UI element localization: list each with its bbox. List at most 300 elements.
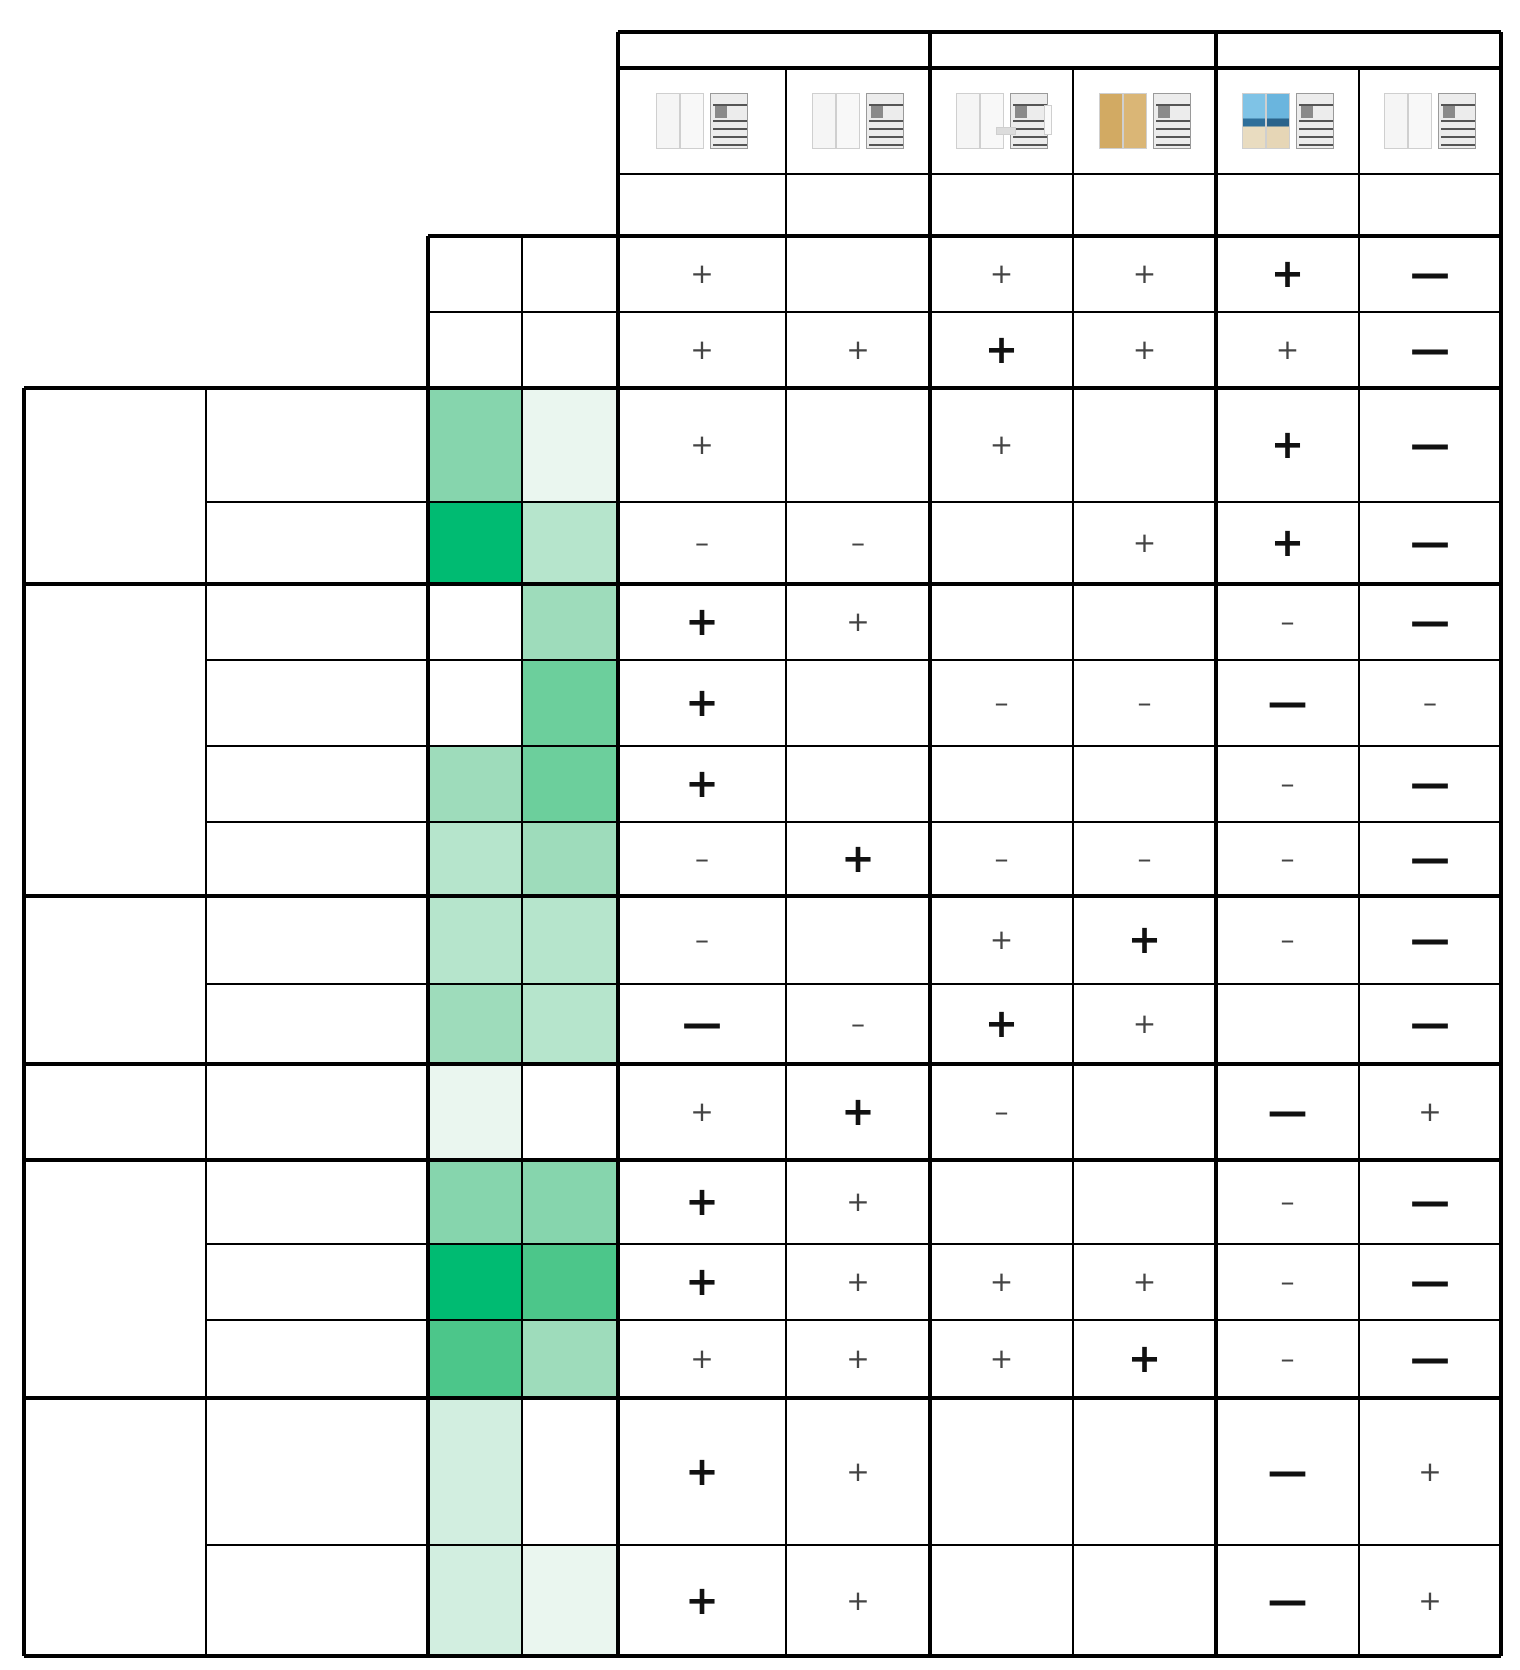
pa-heat-cell: [428, 1160, 522, 1244]
plus-icon: +: [1132, 257, 1157, 290]
strong-minus-icon: —: [1409, 251, 1450, 297]
item-label: [206, 1160, 428, 1244]
rating-cell: [930, 1398, 1073, 1545]
wardrobe-shelf: [713, 136, 747, 138]
grid-line: [24, 1654, 1501, 1658]
rating-cell: [786, 584, 930, 660]
rating-symbol: [1409, 1259, 1450, 1305]
rating-symbol: [846, 1342, 870, 1375]
rating-symbol: [1137, 686, 1152, 719]
plus-icon: +: [846, 333, 870, 366]
grid-line: [616, 32, 620, 236]
grid-line: [1214, 236, 1218, 1656]
rating-cell: [930, 1160, 1073, 1244]
minus-icon: –: [1280, 1265, 1295, 1298]
rating-cell: [1216, 1545, 1359, 1656]
rating-symbol: [846, 1583, 870, 1617]
grid-line: [24, 582, 1501, 586]
rating-cell: [1073, 1545, 1216, 1656]
rating-symbol: [1409, 520, 1450, 566]
minus-icon: –: [1137, 842, 1152, 875]
wardrobe-shelf: [1156, 136, 1190, 138]
rating-symbol: [1275, 333, 1300, 366]
rating-cell: [1073, 502, 1216, 584]
strong-minus-icon: —: [1267, 1448, 1308, 1495]
grid-line: [928, 32, 932, 236]
wk-heat-cell: [522, 984, 618, 1064]
grid-line: [426, 236, 430, 1656]
rating-cell: [930, 1244, 1073, 1320]
strong-plus-icon: +: [685, 599, 719, 645]
wardrobe-shelf: [1441, 128, 1475, 130]
rating-cell: [1216, 1244, 1359, 1320]
rating-symbol: [1132, 1007, 1157, 1040]
grid-line: [616, 236, 620, 1656]
rating-symbol: [670, 1179, 734, 1225]
pull-out-tray: [996, 127, 1016, 135]
grid-line: [428, 311, 1501, 313]
rating-symbol: [1409, 1179, 1450, 1225]
item-label: [206, 1545, 428, 1656]
item-label: [206, 1244, 428, 1320]
wk-rating-cell: [930, 312, 1073, 388]
rating-symbol: [1409, 251, 1450, 297]
item-label: [206, 584, 428, 660]
wardrobe-door: [1408, 93, 1432, 149]
rating-symbol: [1422, 686, 1437, 719]
grid-line: [618, 173, 1501, 175]
wk-heat-cell: [522, 822, 618, 896]
wardrobe-shelf: [713, 128, 747, 130]
strong-plus-icon: +: [1127, 1336, 1162, 1382]
product-label: [790, 174, 926, 236]
grid-line: [24, 1396, 1501, 1400]
rating-symbol: [1267, 680, 1308, 726]
hanging-clothes: [1015, 106, 1027, 118]
plus-icon: +: [846, 1342, 870, 1375]
pa-heat-cell: [428, 1545, 522, 1656]
rating-symbol: [1280, 842, 1295, 875]
minus-icon: –: [694, 842, 709, 875]
minus-icon: –: [994, 686, 1009, 719]
grid-line: [1358, 236, 1360, 1656]
rating-cell: [1359, 896, 1501, 984]
participant-pa-label: [428, 236, 522, 312]
plus-icon: +: [989, 1265, 1014, 1298]
minus-icon: –: [850, 1007, 865, 1040]
rating-symbol: [1409, 599, 1450, 645]
rating-cell: [786, 984, 930, 1064]
oak-wardrobe-icon: [1095, 89, 1195, 153]
rating-cell: [786, 896, 930, 984]
rating-cell: [930, 584, 1073, 660]
rating-cell: [618, 388, 786, 502]
rating-symbol: [1409, 422, 1450, 468]
minus-icon: –: [1280, 842, 1295, 875]
rating-cell: [1359, 746, 1501, 822]
wk-heat-cell: [522, 746, 618, 822]
strong-plus-icon: +: [685, 1577, 719, 1624]
rating-cell: [930, 822, 1073, 896]
rating-symbol: [826, 836, 890, 882]
plus-icon: +: [690, 257, 714, 290]
wardrobe-interior: [866, 93, 904, 149]
grid-line: [618, 30, 1501, 34]
pa-rating-cell: [1216, 236, 1359, 312]
rating-cell: [1073, 1398, 1216, 1545]
wardrobe-shelf: [713, 120, 747, 122]
wardrobe-shelf: [1299, 120, 1333, 122]
rating-symbol: [1256, 520, 1320, 566]
pa-heat-cell: [428, 822, 522, 896]
rating-cell: [1073, 584, 1216, 660]
grid-line: [206, 1243, 1501, 1245]
product-label: [1363, 174, 1497, 236]
wardrobe-door: [980, 93, 1004, 149]
wardrobe-shelf: [1299, 144, 1333, 146]
wk-heat-cell: [522, 1545, 618, 1656]
minus-icon: –: [994, 842, 1009, 875]
rating-cell: [1216, 388, 1359, 502]
grid-line: [1072, 236, 1074, 1656]
minus-icon: –: [1422, 686, 1437, 719]
strong-plus-icon: +: [1270, 422, 1305, 468]
rating-symbol: [694, 923, 709, 956]
rating-cell: [1216, 584, 1359, 660]
plus-icon: +: [989, 923, 1014, 956]
pa-heat-cell: [428, 1320, 522, 1398]
rating-cell: [1073, 1064, 1216, 1160]
strong-plus-icon: +: [685, 761, 719, 807]
rating-cell: [618, 896, 786, 984]
white-wardrobe-icon: [1380, 89, 1480, 153]
rating-cell: [786, 746, 930, 822]
rating-cell: [1216, 1320, 1359, 1398]
strong-minus-icon: —: [1409, 422, 1450, 468]
rating-cell: [786, 1545, 930, 1656]
rating-cell: [1073, 660, 1216, 746]
strong-minus-icon: —: [1409, 836, 1450, 882]
plus-icon: +: [1418, 1583, 1442, 1617]
wardrobe-interior: [1296, 93, 1334, 149]
rating-cell: [930, 388, 1073, 502]
minus-icon: –: [994, 1095, 1009, 1128]
plus-icon: +: [1275, 333, 1300, 366]
strong-minus-icon: —: [1409, 520, 1450, 566]
rating-symbol: [850, 526, 865, 559]
wardrobe-shelf: [1299, 136, 1333, 138]
grid-line: [521, 388, 523, 1656]
strong-minus-icon: —: [1409, 1336, 1450, 1382]
rating-symbol: [1418, 1454, 1442, 1488]
item-label: [206, 502, 428, 584]
grid-line: [22, 388, 26, 1656]
rating-cell: [1073, 984, 1216, 1064]
rating-symbol: [1409, 761, 1450, 807]
grid-line: [206, 821, 1501, 823]
strong-plus-icon: +: [841, 836, 875, 882]
rating-cell: [786, 1244, 930, 1320]
rating-cell: [1216, 822, 1359, 896]
rating-symbol: [670, 761, 734, 807]
pa-rating-cell: [930, 236, 1073, 312]
hanging-clothes: [871, 106, 883, 118]
rating-symbol: [1409, 327, 1450, 373]
rating-cell: [786, 660, 930, 746]
strong-plus-icon: +: [685, 1259, 719, 1305]
group-header: [618, 32, 930, 68]
plus-icon: +: [690, 1342, 714, 1375]
grid-line: [24, 894, 1501, 898]
rating-cell: [1359, 1160, 1501, 1244]
rating-cell: [1216, 660, 1359, 746]
item-label: [206, 1398, 428, 1545]
rating-symbol: [1280, 923, 1295, 956]
rating-cell: [930, 746, 1073, 822]
rating-symbol: [970, 327, 1034, 373]
wk-heat-cell: [522, 1160, 618, 1244]
strong-minus-icon: —: [1409, 327, 1450, 373]
pa-rating-cell: [1359, 236, 1501, 312]
strong-plus-icon: +: [685, 680, 719, 726]
wk-rating-cell: [618, 312, 786, 388]
rating-cell: [1073, 1320, 1216, 1398]
rating-cell: [930, 1064, 1073, 1160]
pa-heat-cell: [428, 1244, 522, 1320]
rating-cell: [1359, 1244, 1501, 1320]
rating-cell: [1073, 896, 1216, 984]
rating-cell: [618, 502, 786, 584]
rating-symbol: [850, 1007, 865, 1040]
rating-symbol: [1280, 605, 1295, 638]
product-label: [934, 174, 1069, 236]
rating-cell: [786, 1064, 930, 1160]
wardrobe-door: [1242, 93, 1266, 149]
plus-icon: +: [846, 1583, 870, 1617]
wardrobe-shelf: [1156, 144, 1190, 146]
grid-line: [24, 386, 1501, 390]
rating-cell: [786, 1160, 930, 1244]
rating-cell: [618, 1244, 786, 1320]
rating-cell: [1216, 896, 1359, 984]
minus-icon: –: [850, 526, 865, 559]
rating-cell: [1359, 1064, 1501, 1160]
rating-symbol: [670, 599, 734, 645]
wk-heat-cell: [522, 502, 618, 584]
rating-symbol: [846, 1454, 870, 1488]
strong-plus-icon: +: [1127, 917, 1162, 963]
rating-cell: [618, 822, 786, 896]
wardrobe-shelf: [1441, 144, 1475, 146]
wardrobe-shelf: [713, 144, 747, 146]
rating-cell: [786, 1320, 930, 1398]
rating-symbol: [690, 1095, 714, 1128]
wardrobe-interior: [710, 93, 748, 149]
rating-cell: [618, 1545, 786, 1656]
rating-symbol: [670, 1577, 734, 1624]
item-label: [206, 896, 428, 984]
rating-cell: [1216, 1064, 1359, 1160]
plus-icon: +: [1418, 1095, 1442, 1128]
rating-symbol: [1132, 333, 1157, 366]
minus-icon: –: [1280, 1185, 1295, 1218]
item-label: [206, 388, 428, 502]
wardrobe-interior: [1010, 93, 1048, 149]
plus-icon: +: [1132, 526, 1157, 559]
rating-symbol: [989, 1342, 1014, 1375]
rating-symbol: [670, 1448, 734, 1495]
item-label: [206, 822, 428, 896]
rating-cell: [1216, 746, 1359, 822]
wk-heat-cell: [522, 1320, 618, 1398]
rating-symbol: [826, 1089, 890, 1135]
item-label: [206, 1064, 428, 1160]
rating-symbol: [846, 1265, 870, 1298]
product-label: [1077, 174, 1212, 236]
rating-cell: [1073, 388, 1216, 502]
grid-line: [928, 236, 932, 1656]
rating-cell: [930, 660, 1073, 746]
rating-symbol: [989, 1265, 1014, 1298]
rating-cell: [786, 822, 930, 896]
rating-symbol: [694, 526, 709, 559]
pa-heat-cell: [428, 502, 522, 584]
pa-rating-cell: [786, 236, 930, 312]
rating-cell: [786, 1398, 930, 1545]
rating-symbol: [681, 1001, 722, 1047]
grid-line: [1499, 32, 1503, 236]
rating-cell: [1359, 984, 1501, 1064]
minus-icon: –: [1280, 923, 1295, 956]
plus-icon: +: [846, 1265, 870, 1298]
rating-symbol: [994, 1095, 1009, 1128]
rating-symbol: [670, 1259, 734, 1305]
strong-plus-icon: +: [841, 1089, 875, 1135]
plus-icon: +: [989, 428, 1014, 461]
rating-symbol: [1132, 257, 1157, 290]
rating-symbol: [1267, 1448, 1308, 1495]
rating-cell: [618, 584, 786, 660]
rating-symbol: [1256, 422, 1320, 468]
rating-symbol: [1113, 917, 1177, 963]
wardrobe-shelf: [1299, 128, 1333, 130]
rating-symbol: [1409, 917, 1450, 963]
wardrobe-door: [812, 93, 836, 149]
strong-plus-icon: +: [1270, 251, 1305, 297]
rating-symbol: [1267, 1577, 1308, 1624]
rating-symbol: [1137, 842, 1152, 875]
rating-cell: [1359, 1320, 1501, 1398]
grid-line: [428, 234, 1501, 238]
minus-icon: –: [1280, 605, 1295, 638]
wardrobe-interior: [1438, 93, 1476, 149]
hanging-clothes: [715, 106, 727, 118]
wardrobe-door: [1123, 93, 1147, 149]
strong-minus-icon: —: [1409, 599, 1450, 645]
grid-line: [206, 1319, 1501, 1321]
strong-minus-icon: —: [1409, 761, 1450, 807]
plus-icon: +: [690, 1095, 714, 1128]
rating-symbol: [994, 686, 1009, 719]
rating-cell: [618, 746, 786, 822]
wardrobe-door: [1384, 93, 1408, 149]
wardrobe-shelf: [1013, 144, 1047, 146]
adaptable-wardrobe-icon: [952, 89, 1052, 153]
wk-heat-cell: [522, 896, 618, 984]
plus-icon: +: [690, 428, 714, 461]
rating-symbol: [1113, 1336, 1177, 1382]
rating-cell: [1359, 822, 1501, 896]
strong-minus-icon: —: [1267, 680, 1308, 726]
pa-heat-cell: [428, 746, 522, 822]
side-module: [1044, 105, 1052, 135]
rating-cell: [618, 1160, 786, 1244]
wardrobe-shelf: [1156, 128, 1190, 130]
strong-plus-icon: +: [984, 1001, 1019, 1047]
rating-symbol: [1418, 1095, 1442, 1128]
rating-cell: [786, 388, 930, 502]
rating-cell: [1216, 1160, 1359, 1244]
wardrobe-door: [656, 93, 680, 149]
category-label: [24, 896, 206, 1064]
wk-rating-cell: [786, 312, 930, 388]
plus-icon: +: [846, 1454, 870, 1488]
product-label: [1220, 174, 1355, 236]
plus-icon: +: [1418, 1454, 1442, 1488]
grid-line: [206, 659, 1501, 661]
minus-icon: –: [694, 526, 709, 559]
rating-cell: [930, 502, 1073, 584]
pa-heat-cell: [428, 1398, 522, 1545]
rating-cell: [618, 1064, 786, 1160]
wardrobe-shelf: [869, 136, 903, 138]
grid-line: [1072, 68, 1074, 236]
wk-heat-cell: [522, 1064, 618, 1160]
rating-cell: [618, 660, 786, 746]
rating-symbol: [1409, 1336, 1450, 1382]
grid-line: [1499, 236, 1503, 1656]
rating-symbol: [690, 333, 714, 366]
strong-minus-icon: —: [1409, 917, 1450, 963]
pa-heat-cell: [428, 660, 522, 746]
wk-heat-cell: [522, 584, 618, 660]
rating-symbol: [989, 923, 1014, 956]
rating-symbol: [846, 333, 870, 366]
rating-cell: [1073, 746, 1216, 822]
white-wardrobe-icon: [808, 89, 908, 153]
rating-symbol: [1409, 836, 1450, 882]
white-wardrobe-icon: [652, 89, 752, 153]
grid-line: [206, 501, 1501, 503]
rating-symbol: [1280, 1185, 1295, 1218]
strong-minus-icon: —: [1409, 1179, 1450, 1225]
rating-cell: [930, 1545, 1073, 1656]
rating-symbol: [1409, 1001, 1450, 1047]
item-label: [206, 746, 428, 822]
minus-icon: –: [694, 923, 709, 956]
wk-rating-cell: [1216, 312, 1359, 388]
rating-symbol: [1418, 1583, 1442, 1617]
wk-heat-cell: [522, 660, 618, 746]
wardrobe-shelf: [1441, 120, 1475, 122]
rating-cell: [1073, 1244, 1216, 1320]
plus-icon: +: [846, 605, 870, 638]
rating-symbol: [989, 428, 1014, 461]
pa-heat-cell: [428, 388, 522, 502]
grid-line: [24, 1062, 1501, 1066]
rating-symbol: [694, 842, 709, 875]
grid-line: [205, 388, 207, 1656]
